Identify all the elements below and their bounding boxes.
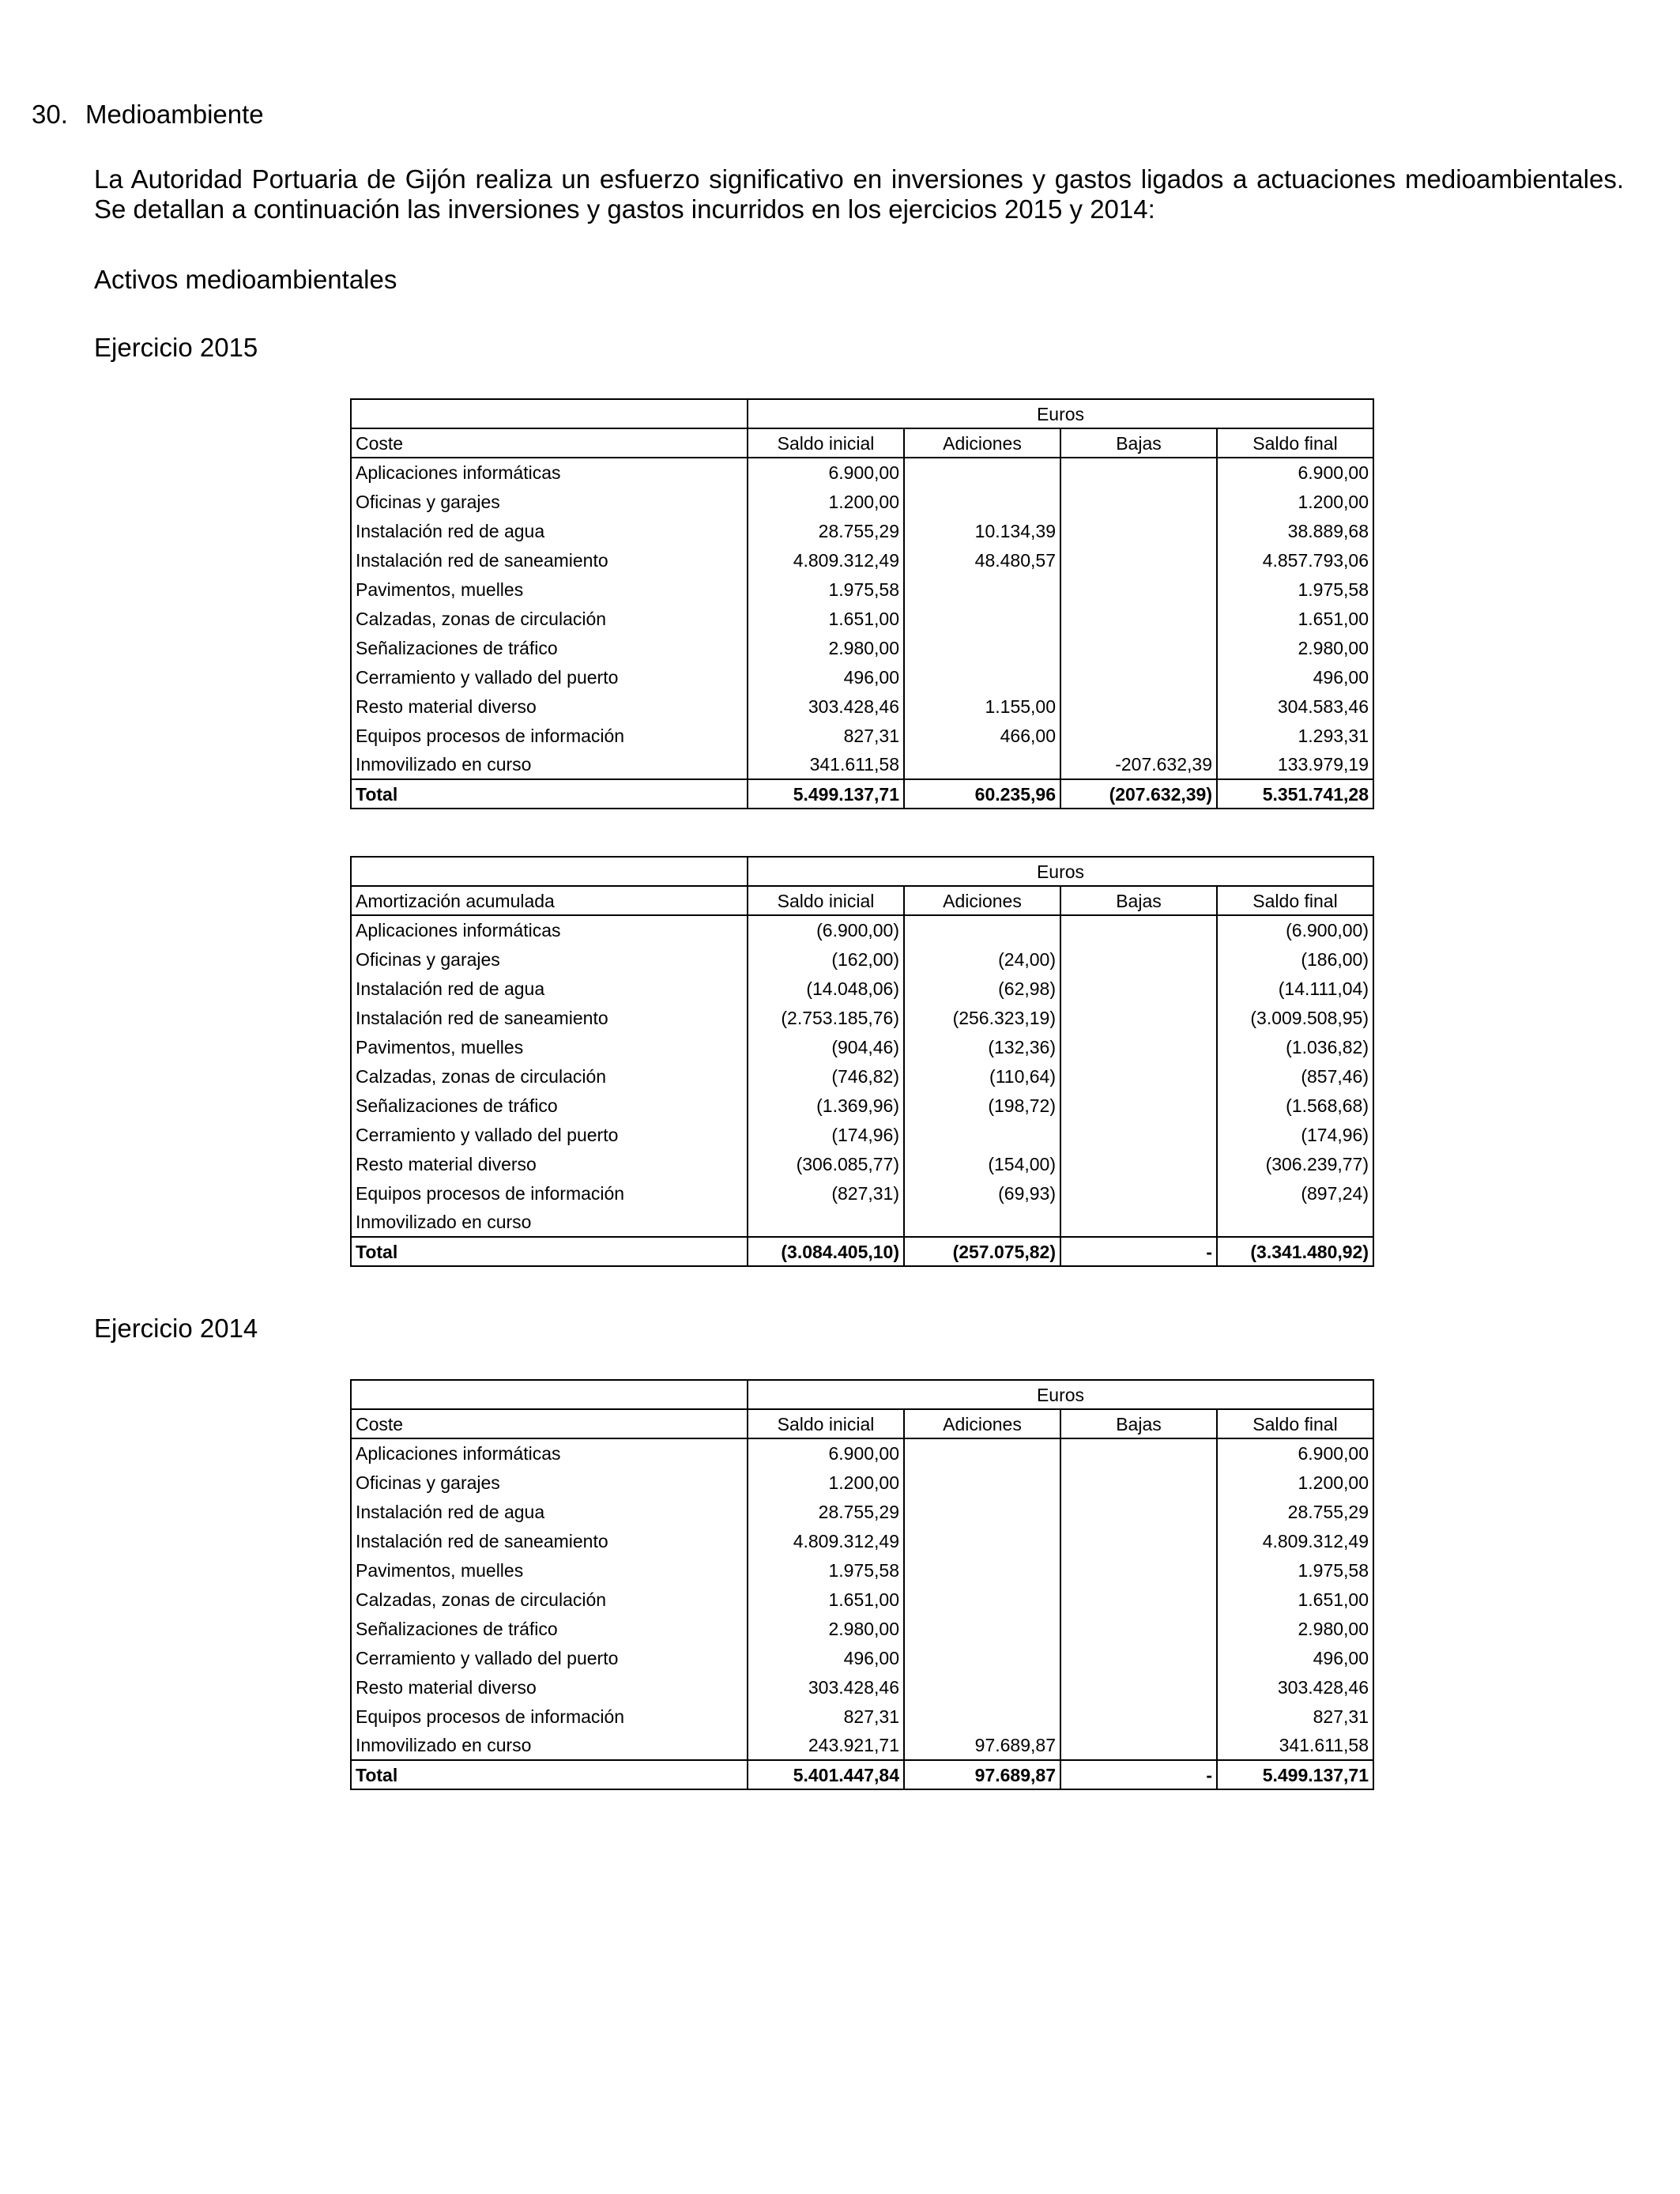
- table-row: [351, 633, 1373, 662]
- row-value: 48.480,57: [904, 545, 1060, 575]
- row-value: [904, 575, 1060, 604]
- row-value: [904, 1614, 1060, 1643]
- row-label: Pavimentos, muelles: [351, 575, 748, 604]
- row-label: Equipos procesos de información: [351, 1702, 748, 1731]
- row-value: [1060, 1468, 1217, 1497]
- total-value: (3.341.480,92): [1217, 1237, 1373, 1266]
- row-label: Señalizaciones de tráfico: [351, 1614, 748, 1643]
- row-label: Oficinas y garajes: [351, 944, 748, 974]
- section-title: Medioambiente: [85, 100, 264, 129]
- column-header-row: [351, 886, 1373, 915]
- table-row: [351, 1149, 1373, 1178]
- column-header: Bajas: [1060, 428, 1217, 458]
- table-row: [351, 1614, 1373, 1643]
- row-value: [904, 458, 1060, 487]
- row-value: (154,00): [904, 1149, 1060, 1178]
- row-value: [1060, 1731, 1217, 1760]
- row-label: Equipos procesos de información: [351, 721, 748, 750]
- row-value: [1060, 1032, 1217, 1061]
- row-value: 304.583,46: [1217, 692, 1373, 721]
- row-value: (256.323,19): [904, 1003, 1060, 1032]
- row-label: Calzadas, zonas de circulación: [351, 1585, 748, 1614]
- header-blank-cell: [351, 857, 748, 886]
- row-label: Inmovilizado en curso: [351, 1731, 748, 1760]
- row-value: 827,31: [1217, 1702, 1373, 1731]
- total-value: 5.401.447,84: [748, 1760, 904, 1789]
- row-value: 6.900,00: [1217, 458, 1373, 487]
- total-value: -: [1060, 1237, 1217, 1266]
- row-value: [1060, 1061, 1217, 1091]
- row-value: (174,96): [1217, 1120, 1373, 1149]
- row-value: (162,00): [748, 944, 904, 974]
- total-label: Total: [351, 1760, 748, 1789]
- row-header-label: Amortización acumulada: [351, 886, 748, 915]
- row-value: [904, 1702, 1060, 1731]
- row-value: 1.200,00: [1217, 487, 1373, 516]
- row-value: (6.900,00): [748, 915, 904, 944]
- intro-paragraph: La Autoridad Portuaria de Gijón realiza un esfuerzo significativo en inversiones y gastos ligados a actuaciones medioambientales. Se detallan a continuación las inversiones y gastos incurridos en los ejercicios 2015 y 2014:: [94, 164, 1624, 224]
- total-value: (3.084.405,10): [748, 1237, 904, 1266]
- column-header-row: [351, 428, 1373, 458]
- row-value: 466,00: [904, 721, 1060, 750]
- row-value: (1.036,82): [1217, 1032, 1373, 1061]
- row-value: 4.809.312,49: [1217, 1526, 1373, 1555]
- row-value: (3.009.508,95): [1217, 1003, 1373, 1032]
- row-value: 303.428,46: [1217, 1672, 1373, 1702]
- total-label: Total: [351, 1237, 748, 1266]
- currency-header-row: [351, 399, 1373, 428]
- row-value: 6.900,00: [748, 458, 904, 487]
- row-value: 2.980,00: [748, 633, 904, 662]
- row-label: Instalación red de agua: [351, 974, 748, 1003]
- row-label: Calzadas, zonas de circulación: [351, 1061, 748, 1091]
- row-value: [748, 1208, 904, 1237]
- row-label: Señalizaciones de tráfico: [351, 1091, 748, 1120]
- column-header: Saldo inicial: [748, 428, 904, 458]
- row-value: (2.753.185,76): [748, 1003, 904, 1032]
- total-row: [351, 779, 1373, 809]
- row-label: Inmovilizado en curso: [351, 1208, 748, 1237]
- row-value: [1060, 1208, 1217, 1237]
- row-value: [904, 750, 1060, 779]
- total-value: 5.351.741,28: [1217, 779, 1373, 809]
- table-coste-2015: [350, 398, 1374, 809]
- row-value: [904, 1585, 1060, 1614]
- row-value: (6.900,00): [1217, 915, 1373, 944]
- row-value: 1.200,00: [748, 487, 904, 516]
- row-label: Calzadas, zonas de circulación: [351, 604, 748, 633]
- row-value: 10.134,39: [904, 516, 1060, 545]
- row-value: 97.689,87: [904, 1731, 1060, 1760]
- row-value: (306.239,77): [1217, 1149, 1373, 1178]
- row-value: [904, 1672, 1060, 1702]
- table-row: [351, 575, 1373, 604]
- row-value: 38.889,68: [1217, 516, 1373, 545]
- row-value: [904, 662, 1060, 692]
- row-value: (69,93): [904, 1178, 1060, 1208]
- row-value: [1060, 1672, 1217, 1702]
- row-value: [904, 915, 1060, 944]
- row-label: Cerramiento y vallado del puerto: [351, 662, 748, 692]
- row-label: Resto material diverso: [351, 1149, 748, 1178]
- row-value: 303.428,46: [748, 1672, 904, 1702]
- row-value: [904, 1555, 1060, 1585]
- row-value: [1060, 487, 1217, 516]
- row-value: 496,00: [748, 1643, 904, 1672]
- row-value: (746,82): [748, 1061, 904, 1091]
- table-row: [351, 1526, 1373, 1555]
- year-label-2015: Ejercicio 2015: [94, 333, 258, 362]
- row-value: [1060, 604, 1217, 633]
- row-value: 243.921,71: [748, 1731, 904, 1760]
- row-label: Oficinas y garajes: [351, 1468, 748, 1497]
- row-value: [904, 1526, 1060, 1555]
- table-row: [351, 1585, 1373, 1614]
- table-row: [351, 662, 1373, 692]
- row-label: Pavimentos, muelles: [351, 1555, 748, 1585]
- year-label-2014: Ejercicio 2014: [94, 1314, 258, 1343]
- row-value: [1060, 1497, 1217, 1526]
- row-value: 1.975,58: [748, 1555, 904, 1585]
- row-value: [1060, 915, 1217, 944]
- table-row: [351, 516, 1373, 545]
- row-value: (897,24): [1217, 1178, 1373, 1208]
- row-value: 4.857.793,06: [1217, 545, 1373, 575]
- row-label: Resto material diverso: [351, 1672, 748, 1702]
- row-value: [1060, 1120, 1217, 1149]
- row-value: 133.979,19: [1217, 750, 1373, 779]
- table-row: [351, 1178, 1373, 1208]
- row-label: Instalación red de agua: [351, 1497, 748, 1526]
- column-header: Adiciones: [904, 1409, 1060, 1438]
- row-value: -207.632,39: [1060, 750, 1217, 779]
- row-label: Cerramiento y vallado del puerto: [351, 1120, 748, 1149]
- row-value: 1.293,31: [1217, 721, 1373, 750]
- table-row: [351, 1555, 1373, 1585]
- row-header-label: Coste: [351, 1409, 748, 1438]
- row-label: Pavimentos, muelles: [351, 1032, 748, 1061]
- column-header: Bajas: [1060, 886, 1217, 915]
- table-row: [351, 915, 1373, 944]
- column-header: Saldo final: [1217, 1409, 1373, 1438]
- currency-header-row: [351, 1380, 1373, 1409]
- row-header-label: Coste: [351, 428, 748, 458]
- total-value: 5.499.137,71: [1217, 1760, 1373, 1789]
- row-label: Inmovilizado en curso: [351, 750, 748, 779]
- column-header: Saldo inicial: [748, 886, 904, 915]
- row-value: 1.651,00: [748, 1585, 904, 1614]
- row-label: Resto material diverso: [351, 692, 748, 721]
- row-value: (857,46): [1217, 1061, 1373, 1091]
- total-value: 60.235,96: [904, 779, 1060, 809]
- table-row: [351, 1003, 1373, 1032]
- row-value: [1060, 944, 1217, 974]
- row-value: [1060, 458, 1217, 487]
- table-row: [351, 1731, 1373, 1760]
- row-value: 1.975,58: [1217, 1555, 1373, 1585]
- row-value: [904, 1643, 1060, 1672]
- row-value: 4.809.312,49: [748, 545, 904, 575]
- row-value: (1.568,68): [1217, 1091, 1373, 1120]
- row-value: [1060, 633, 1217, 662]
- row-value: (1.369,96): [748, 1091, 904, 1120]
- row-value: (827,31): [748, 1178, 904, 1208]
- column-header: Adiciones: [904, 428, 1060, 458]
- row-value: [904, 1120, 1060, 1149]
- table-row: [351, 1032, 1373, 1061]
- row-value: (904,46): [748, 1032, 904, 1061]
- table-coste-2014: [350, 1379, 1374, 1790]
- section-number: 30.: [32, 100, 68, 129]
- total-value: (257.075,82): [904, 1237, 1060, 1266]
- row-value: 2.980,00: [1217, 633, 1373, 662]
- table-row: [351, 750, 1373, 779]
- column-header: Saldo inicial: [748, 1409, 904, 1438]
- total-value: -: [1060, 1760, 1217, 1789]
- row-value: [1060, 1178, 1217, 1208]
- row-value: 496,00: [1217, 1643, 1373, 1672]
- row-value: 1.651,00: [1217, 1585, 1373, 1614]
- row-value: [1217, 1208, 1373, 1237]
- row-value: [904, 604, 1060, 633]
- row-value: 28.755,29: [748, 1497, 904, 1526]
- total-value: (207.632,39): [1060, 779, 1217, 809]
- table-row: [351, 721, 1373, 750]
- row-value: [1060, 575, 1217, 604]
- row-value: [1060, 1585, 1217, 1614]
- row-label: Aplicaciones informáticas: [351, 458, 748, 487]
- row-value: [1060, 545, 1217, 575]
- row-value: 1.975,58: [748, 575, 904, 604]
- row-label: Señalizaciones de tráfico: [351, 633, 748, 662]
- column-header: Saldo final: [1217, 428, 1373, 458]
- row-value: [1060, 1526, 1217, 1555]
- row-value: [1060, 721, 1217, 750]
- row-value: [1060, 1149, 1217, 1178]
- row-value: [1060, 1003, 1217, 1032]
- row-value: 6.900,00: [748, 1438, 904, 1468]
- table-row: [351, 1120, 1373, 1149]
- table-amortizacion-2015: [350, 856, 1374, 1267]
- row-value: [904, 1438, 1060, 1468]
- row-value: 2.980,00: [748, 1614, 904, 1643]
- row-value: (186,00): [1217, 944, 1373, 974]
- row-label: Oficinas y garajes: [351, 487, 748, 516]
- table-row: [351, 1672, 1373, 1702]
- row-value: 28.755,29: [1217, 1497, 1373, 1526]
- row-value: (24,00): [904, 944, 1060, 974]
- column-header: Adiciones: [904, 886, 1060, 915]
- total-value: 97.689,87: [904, 1760, 1060, 1789]
- table-row: [351, 974, 1373, 1003]
- row-value: [1060, 1091, 1217, 1120]
- header-blank-cell: [351, 1380, 748, 1409]
- row-label: Instalación red de saneamiento: [351, 1526, 748, 1555]
- row-label: Instalación red de agua: [351, 516, 748, 545]
- row-value: (306.085,77): [748, 1149, 904, 1178]
- table-row: [351, 487, 1373, 516]
- row-value: [1060, 1702, 1217, 1731]
- row-value: 341.611,58: [1217, 1731, 1373, 1760]
- row-value: 303.428,46: [748, 692, 904, 721]
- column-header-row: [351, 1409, 1373, 1438]
- row-label: Aplicaciones informáticas: [351, 915, 748, 944]
- row-value: (174,96): [748, 1120, 904, 1149]
- table-row: [351, 1061, 1373, 1091]
- row-value: [1060, 662, 1217, 692]
- table-row: [351, 1468, 1373, 1497]
- total-row: [351, 1237, 1373, 1266]
- row-value: [1060, 1555, 1217, 1585]
- total-value: 5.499.137,71: [748, 779, 904, 809]
- row-label: Aplicaciones informáticas: [351, 1438, 748, 1468]
- row-value: (14.111,04): [1217, 974, 1373, 1003]
- row-value: 496,00: [1217, 662, 1373, 692]
- row-value: 1.200,00: [748, 1468, 904, 1497]
- row-value: 1.651,00: [748, 604, 904, 633]
- row-value: [1060, 1643, 1217, 1672]
- row-label: Equipos procesos de información: [351, 1178, 748, 1208]
- row-value: [1060, 1438, 1217, 1468]
- header-blank-cell: [351, 399, 748, 428]
- table-row: [351, 1702, 1373, 1731]
- row-value: [1060, 692, 1217, 721]
- total-label: Total: [351, 779, 748, 809]
- row-label: Instalación red de saneamiento: [351, 1003, 748, 1032]
- row-value: 827,31: [748, 1702, 904, 1731]
- table-row: [351, 458, 1373, 487]
- currency-label: Euros: [748, 1380, 1373, 1409]
- row-value: 1.155,00: [904, 692, 1060, 721]
- row-value: [1060, 974, 1217, 1003]
- row-value: 1.975,58: [1217, 575, 1373, 604]
- row-value: (198,72): [904, 1091, 1060, 1120]
- row-value: [1060, 516, 1217, 545]
- row-value: [1060, 1614, 1217, 1643]
- table-row: [351, 1208, 1373, 1237]
- currency-label: Euros: [748, 857, 1373, 886]
- table-row: [351, 944, 1373, 974]
- row-value: (110,64): [904, 1061, 1060, 1091]
- table-row: [351, 692, 1373, 721]
- row-value: 827,31: [748, 721, 904, 750]
- row-value: (132,36): [904, 1032, 1060, 1061]
- column-header: Saldo final: [1217, 886, 1373, 915]
- row-value: 341.611,58: [748, 750, 904, 779]
- row-value: [904, 487, 1060, 516]
- table-row: [351, 1091, 1373, 1120]
- subtitle-activos: Activos medioambientales: [94, 265, 397, 294]
- row-value: [904, 633, 1060, 662]
- row-value: 28.755,29: [748, 516, 904, 545]
- column-header: Bajas: [1060, 1409, 1217, 1438]
- row-value: 496,00: [748, 662, 904, 692]
- total-row: [351, 1760, 1373, 1789]
- row-label: Instalación red de saneamiento: [351, 545, 748, 575]
- row-value: 2.980,00: [1217, 1614, 1373, 1643]
- row-value: [904, 1497, 1060, 1526]
- currency-label: Euros: [748, 399, 1373, 428]
- row-value: [904, 1468, 1060, 1497]
- table-row: [351, 1438, 1373, 1468]
- row-value: [904, 1208, 1060, 1237]
- table-row: [351, 1643, 1373, 1672]
- row-value: 4.809.312,49: [748, 1526, 904, 1555]
- row-label: Cerramiento y vallado del puerto: [351, 1643, 748, 1672]
- row-value: (62,98): [904, 974, 1060, 1003]
- row-value: (14.048,06): [748, 974, 904, 1003]
- table-row: [351, 545, 1373, 575]
- table-row: [351, 604, 1373, 633]
- table-row: [351, 1497, 1373, 1526]
- section-heading: [32, 100, 264, 130]
- row-value: 6.900,00: [1217, 1438, 1373, 1468]
- row-value: 1.651,00: [1217, 604, 1373, 633]
- row-value: 1.200,00: [1217, 1468, 1373, 1497]
- currency-header-row: [351, 857, 1373, 886]
